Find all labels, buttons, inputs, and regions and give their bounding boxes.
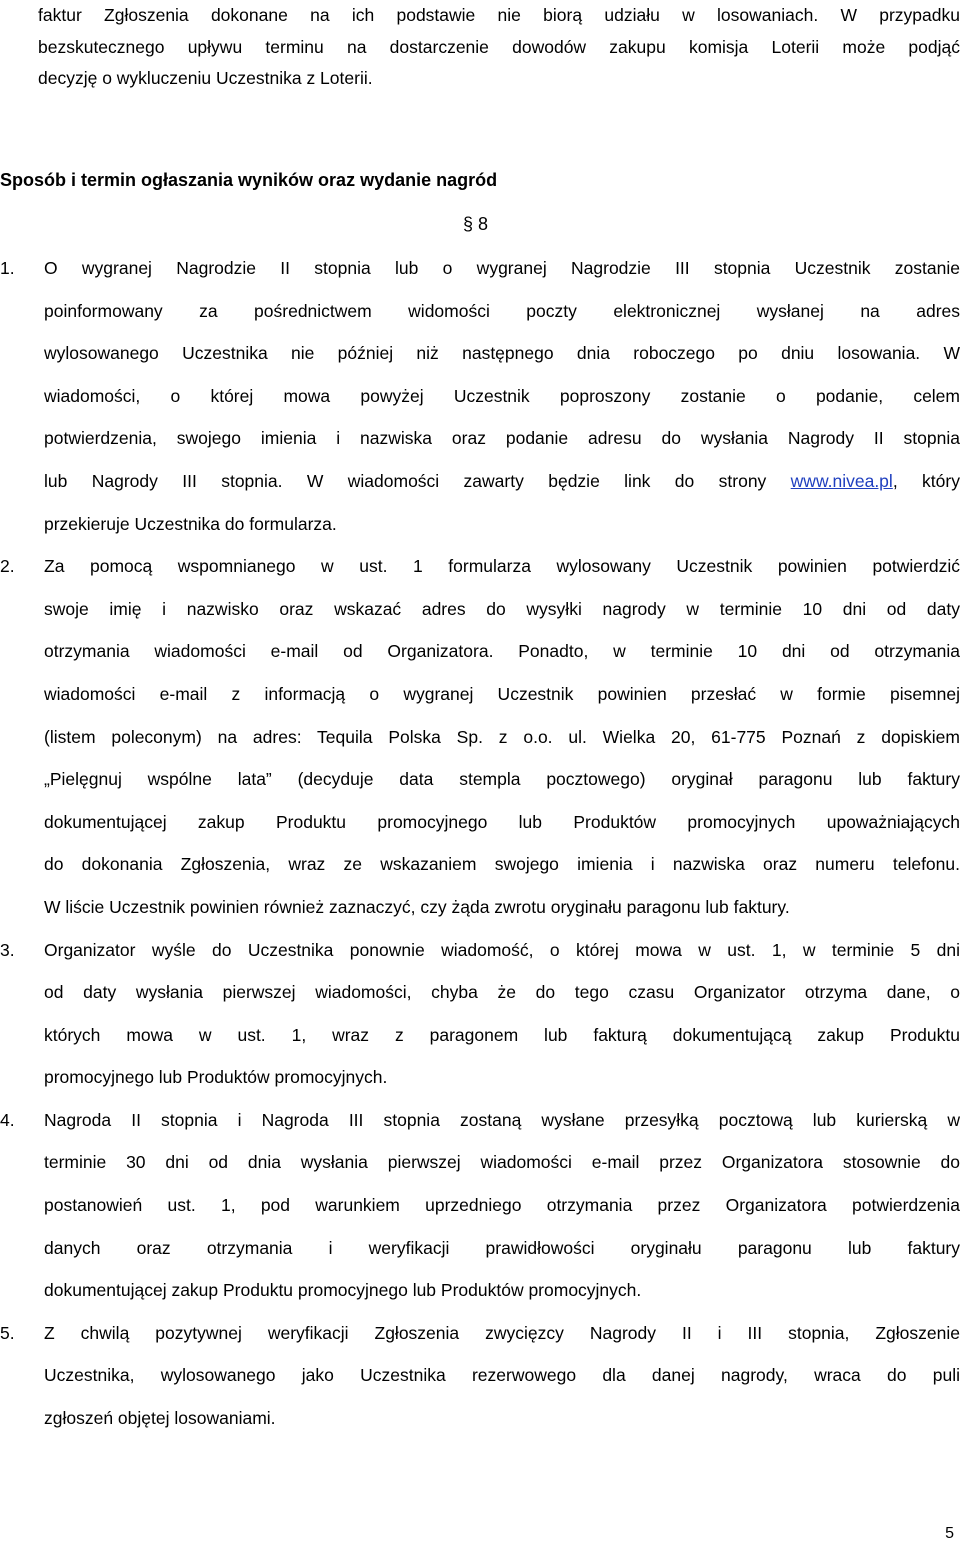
list-item-line: od daty wysłania pierwszej wiadomości, chyba że do tego czasu Organizator otrzyma dane, o <box>44 982 960 1003</box>
numbered-list <box>0 247 960 1440</box>
list-item-number: 5. <box>0 1322 15 1343</box>
list-item-line: wiadomości e-mail z informacją o wygranej Uczestnik powinien przesłać w formie pisemnej <box>44 683 960 704</box>
list-item-number: 2. <box>0 556 15 577</box>
list-item-line: promocyjnego lub Produktów promocyjnych. <box>44 1067 388 1088</box>
intro-line: bezskutecznego upływu terminu na dostarczenie dowodów zakupu komisja Loterii może podjąć <box>38 36 960 57</box>
list-item-line: dokumentującej zakup Produktu promocyjnego lub Produktów promocyjnych. <box>44 1280 642 1301</box>
list-item-line: O wygranej Nagrodzie II stopnia lub o wygranej Nagrodzie III stopnia Uczestnik zostanie <box>44 258 960 278</box>
list-item-line: postanowień ust. 1, pod warunkiem uprzedniego otrzymania przez Organizatora potwierdzenia <box>44 1195 960 1216</box>
list-item-number: 3. <box>0 939 15 960</box>
list-item-line: Organizator wyśle do Uczestnika ponownie wiadomość, o której mowa w ust. 1, w terminie 5 dni <box>44 939 960 960</box>
list-item-line: których mowa w ust. 1, wraz z paragonem lub fakturą dokumentującą zakup Produktu <box>44 1024 960 1045</box>
list-item-line: terminie 30 dni od dnia wysłania pierwszej wiadomości e-mail przez Organizatora stosownie do <box>44 1152 960 1173</box>
list-item <box>0 545 960 928</box>
list-item <box>0 247 960 545</box>
list-item-line: potwierdzenia, swojego imienia i nazwiska oraz podanie adresu do wysłania Nagrody II stopnia <box>44 428 960 449</box>
link-line-before: lub Nagrody III stopnia. W wiadomości zawarty będzie link do strony <box>44 470 767 491</box>
list-item-line: wiadomości, o której mowa powyżej Uczestnik poproszony zostanie o podanie, celem <box>44 385 960 406</box>
list-item-line-with-link <box>44 460 960 503</box>
list-item-line: otrzymania wiadomości e-mail od Organizatora. Ponadto, w terminie 10 dni od otrzymania <box>44 641 960 662</box>
list-item-line: swoje imię i nazwisko oraz wskazać adres do wysyłki nagrody w terminie 10 dni od daty <box>44 598 960 619</box>
link-line-after: , który <box>892 470 960 491</box>
section-heading: Sposób i termin ogłaszania wyników oraz wydanie nagród <box>0 170 498 190</box>
list-item <box>0 1312 960 1440</box>
list-item-line: wylosowanego Uczestnika nie później niż następnego dnia roboczego po dniu losowania. W <box>44 343 960 364</box>
list-item-line: danych oraz otrzymania i weryfikacji prawidłowości oryginału paragonu lub faktury <box>44 1237 960 1258</box>
intro-line: faktur Zgłoszenia dokonane na ich podstawie nie biorą udziału w losowaniach. W przypadku <box>38 5 960 25</box>
list-item-number: 4. <box>0 1109 15 1130</box>
intro-paragraph <box>38 0 960 95</box>
section-number: § 8 <box>463 214 489 234</box>
intro-line: decyzję o wykluczeniu Uczestnika z Loterii. <box>38 68 373 88</box>
list-item-line: Za pomocą wspomnianego w ust. 1 formularza wylosowany Uczestnik powinien potwierdzić <box>44 556 960 577</box>
list-item-line: Z chwilą pozytywnej weryfikacji Zgłoszenia zwycięzcy Nagrody II i III stopnia, Zgłoszenie <box>44 1322 960 1343</box>
list-item-line: przekieruje Uczestnika do formularza. <box>44 513 337 534</box>
list-item-line: „Pielęgnuj wspólne lata” (decyduje data stempla pocztowego) oryginał paragonu lub faktury <box>44 769 960 790</box>
list-item-line: dokumentującej zakup Produktu promocyjnego lub Produktów promocyjnych upoważniających <box>44 811 960 832</box>
list-item-line: (listem poleconym) na adres: Tequila Polska Sp. z o.o. ul. Wielka 20, 61-775 Poznań z dopiskiem <box>44 726 960 747</box>
list-item-number: 1. <box>0 258 15 278</box>
list-item-line: Nagroda II stopnia i Nagroda III stopnia zostaną wysłane przesyłką pocztową lub kurierską w <box>44 1109 960 1130</box>
nivea-link[interactable]: www.nivea.pl <box>790 470 893 491</box>
list-item <box>0 929 960 1099</box>
list-item-line: poinformowany za pośrednictwem widomości poczty elektronicznej wysłanej na adres <box>44 300 960 321</box>
list-item-line: do dokonania Zgłoszenia, wraz ze wskazaniem swojego imienia i nazwiska oraz numeru telefonu. <box>44 854 960 875</box>
list-item <box>0 1099 960 1312</box>
page-number: 5 <box>945 1525 954 1542</box>
list-item-line: Uczestnika, wylosowanego jako Uczestnika rezerwowego dla danej nagrody, wraca do puli <box>44 1365 960 1386</box>
list-item-line: W liście Uczestnik powinien również zaznaczyć, czy żąda zwrotu oryginału paragonu lub faktury. <box>44 896 790 917</box>
list-item-line: zgłoszeń objętej losowaniami. <box>44 1408 276 1429</box>
